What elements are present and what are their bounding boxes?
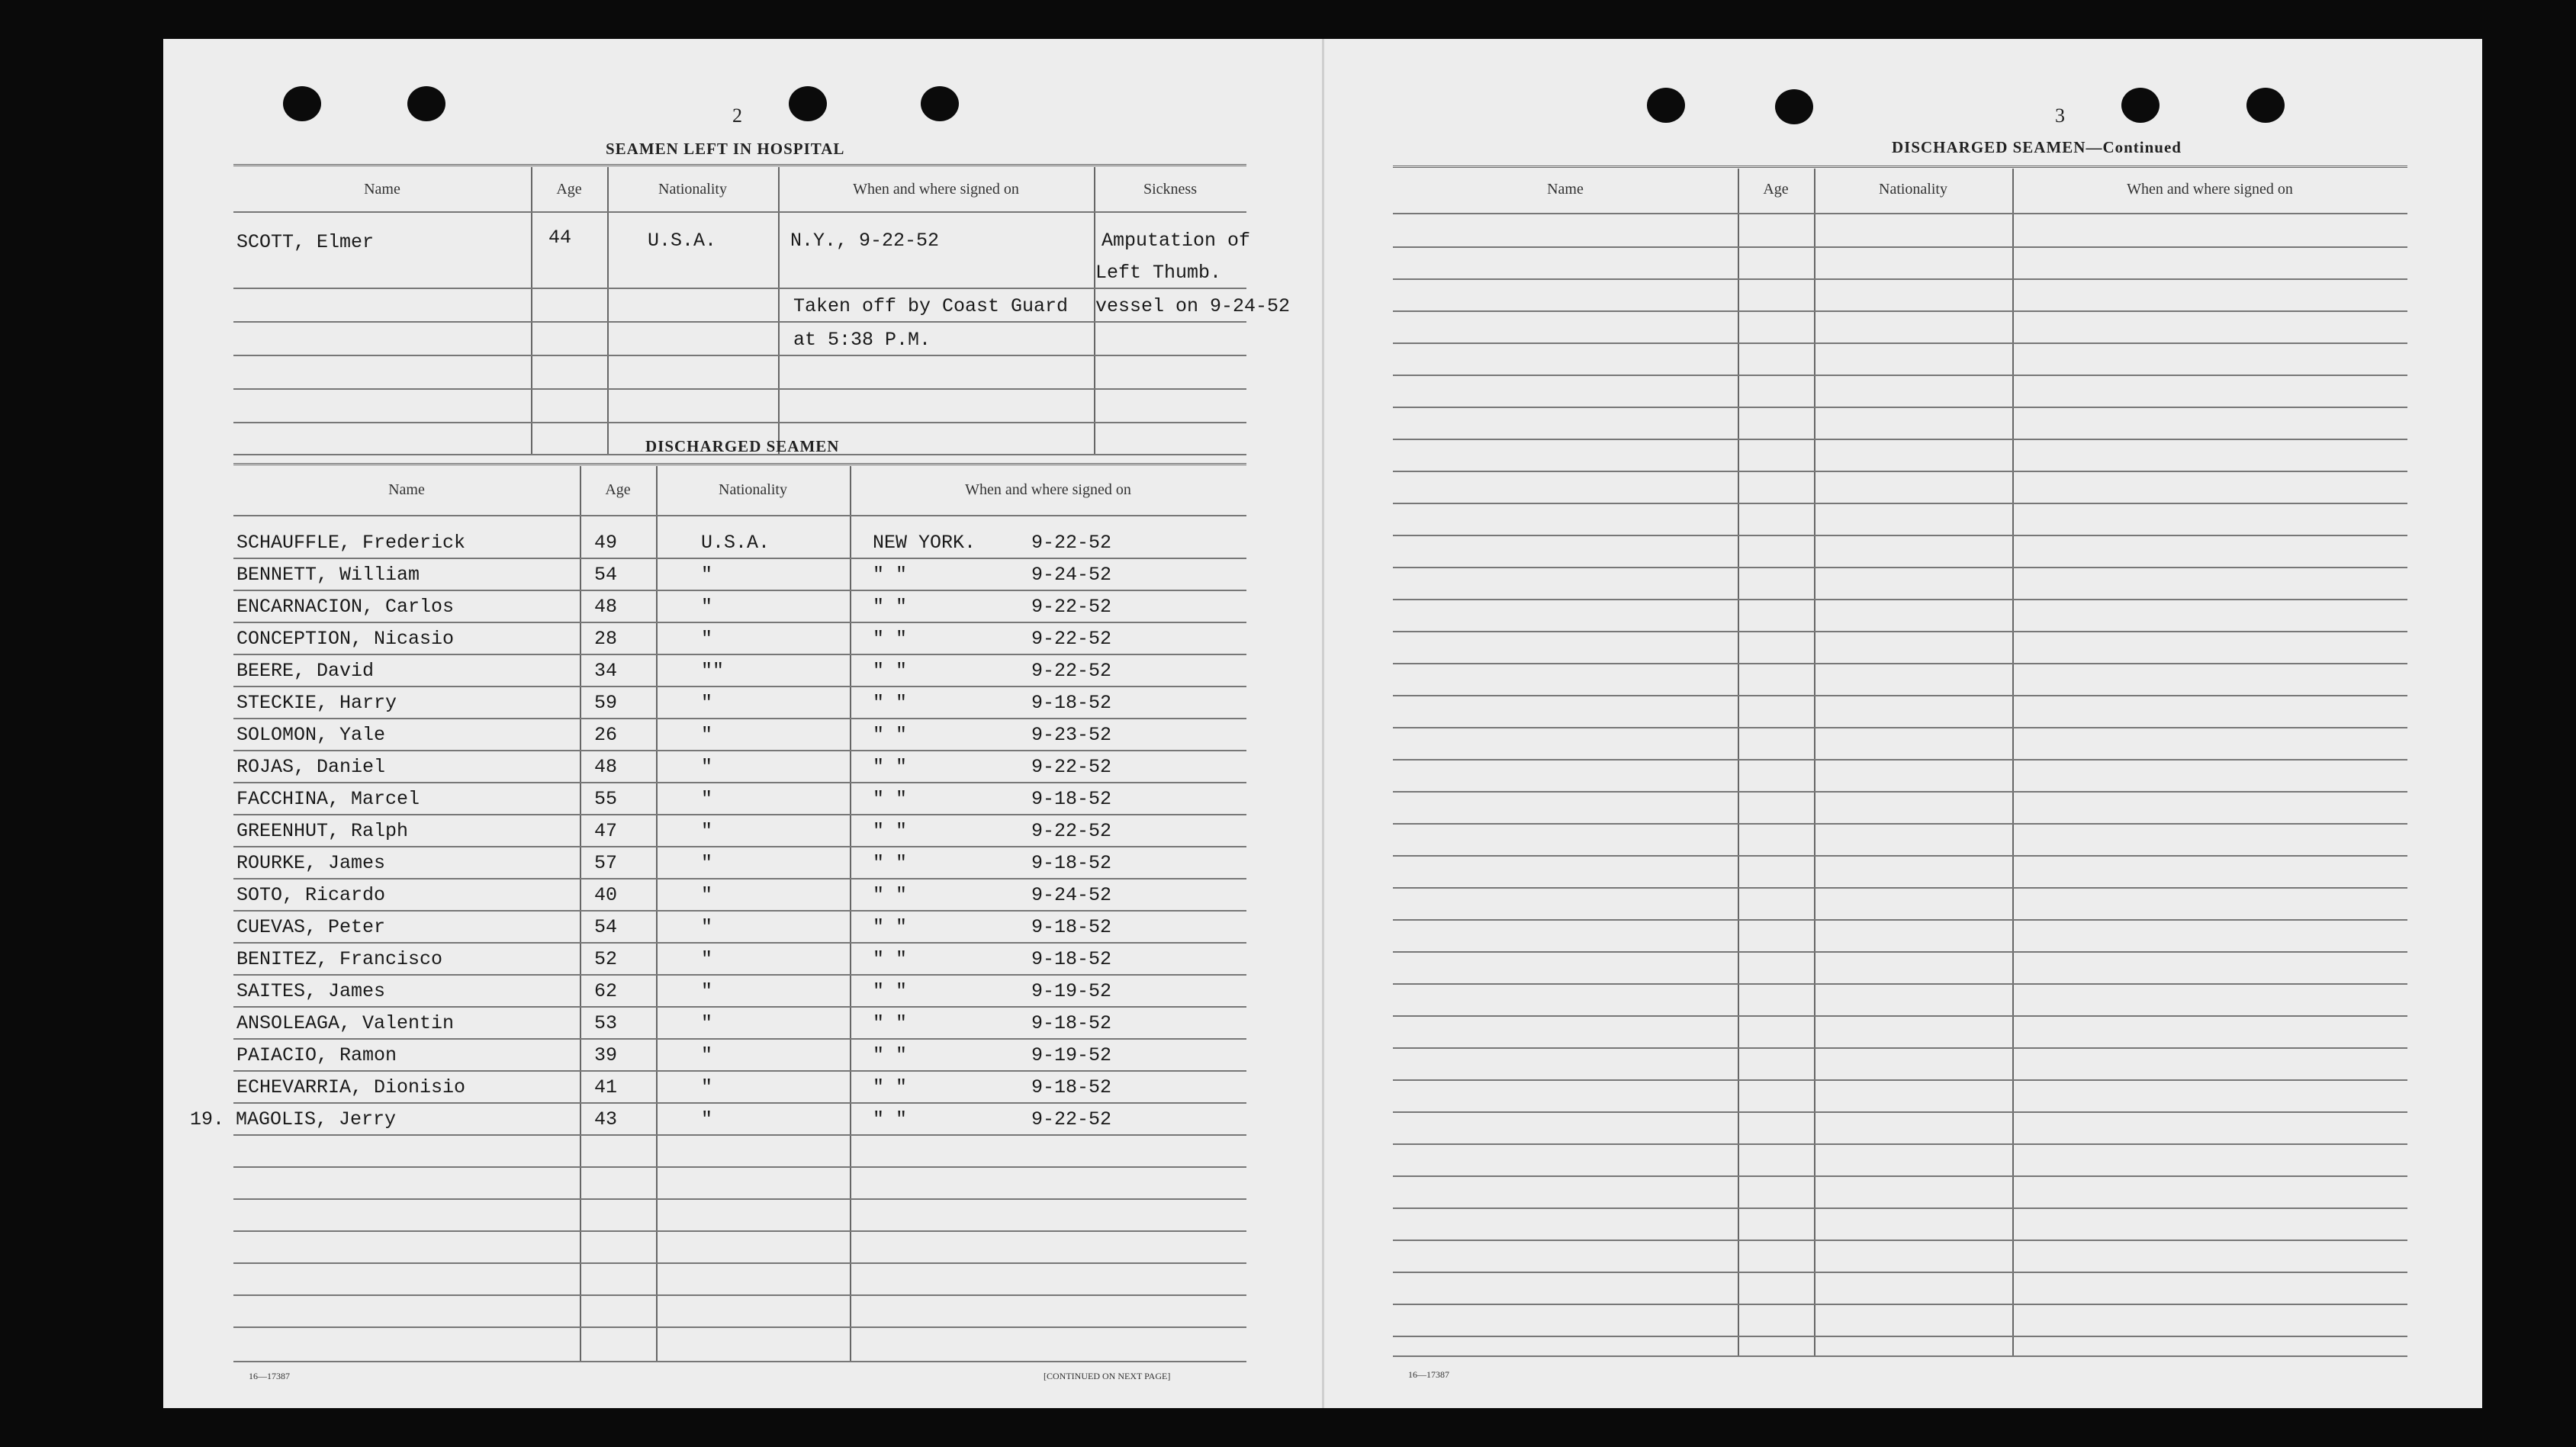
hospital-name: SCOTT, Elmer [236, 231, 375, 253]
seaman-nationality: " [701, 852, 713, 874]
left-page [163, 39, 1323, 1408]
table-row-rule [1393, 919, 2407, 921]
hospital-age: 44 [548, 227, 572, 249]
table-row-rule [1393, 1047, 2407, 1049]
seaman-name: ENCARNACION, Carlos [236, 596, 455, 618]
seaman-name: ROURKE, James [236, 852, 386, 874]
table-row-rule [1393, 567, 2407, 568]
seaman-nationality: " [701, 884, 713, 906]
seaman-signed-date: 9-22-52 [1031, 660, 1112, 682]
seaman-signed-date: 9-19-52 [1031, 1044, 1112, 1066]
discharged-top-rule [233, 463, 1246, 468]
seaman-age: 41 [594, 1076, 618, 1098]
seaman-name: BEERE, David [236, 660, 375, 682]
table-row-rule [233, 1102, 1246, 1104]
discharged-col-divider [656, 466, 658, 1362]
table-row-rule [1393, 246, 2407, 248]
hospital-header-age: Age [556, 181, 582, 198]
seaman-name: SCHAUFFLE, Frederick [236, 532, 466, 554]
table-row-rule [1393, 663, 2407, 664]
seaman-name: BENITEZ, Francisco [236, 948, 443, 970]
seaman-nationality: U.S.A. [701, 532, 770, 554]
seaman-name: FACCHINA, Marcel [236, 788, 420, 810]
right-col-divider [2012, 169, 2014, 1357]
seaman-nationality: " [701, 564, 713, 586]
seaman-age: 54 [594, 916, 618, 938]
seaman-age: 59 [594, 692, 618, 714]
seaman-signed-date: 9-18-52 [1031, 852, 1112, 874]
seaman-name: CUEVAS, Peter [236, 916, 386, 938]
table-row-rule [1393, 1240, 2407, 1241]
continued-note: [CONTINUED ON NEXT PAGE] [1044, 1371, 1171, 1381]
seaman-nationality: " [701, 596, 713, 618]
table-row-rule [233, 622, 1246, 623]
seaman-name: 19. MAGOLIS, Jerry [190, 1108, 397, 1130]
seaman-signed-date: 9-18-52 [1031, 948, 1112, 970]
discharged-bottom-rule [233, 1361, 1246, 1362]
table-row-rule [1393, 1143, 2407, 1145]
table-row-rule [233, 1294, 1246, 1296]
hospital-row-rule [233, 422, 1246, 423]
seaman-signed-place: " " [873, 1044, 908, 1066]
seaman-nationality: " [701, 1076, 713, 1098]
table-row-rule [233, 1166, 1246, 1168]
seaman-signed-place: " " [873, 788, 908, 810]
seaman-signed-place: " " [873, 1108, 908, 1130]
seaman-signed-date: 9-22-52 [1031, 756, 1112, 778]
seaman-signed-place: " " [873, 852, 908, 874]
seaman-age: 55 [594, 788, 618, 810]
table-row-rule [1393, 342, 2407, 344]
seaman-signed-place: " " [873, 628, 908, 650]
right-header-name: Name [1547, 181, 1584, 198]
seaman-age: 28 [594, 628, 618, 650]
discharged-header-age: Age [605, 481, 631, 498]
punch-hole-icon [1775, 89, 1813, 124]
table-row-rule [1393, 310, 2407, 312]
seaman-nationality: " [701, 1012, 713, 1034]
table-row-rule [233, 1230, 1246, 1232]
seaman-name: BENNETT, William [236, 564, 420, 586]
hospital-header-rule [233, 211, 1246, 213]
seaman-name: CONCEPTION, Nicasio [236, 628, 455, 650]
seaman-name: ANSOLEAGA, Valentin [236, 1012, 455, 1034]
seaman-age: 54 [594, 564, 618, 586]
seaman-age: 47 [594, 820, 618, 842]
seaman-nationality: " [701, 692, 713, 714]
seaman-nationality: " [701, 1108, 713, 1130]
seaman-age: 52 [594, 948, 618, 970]
table-row-rule [233, 942, 1246, 944]
table-row-rule [1393, 1304, 2407, 1305]
seaman-age: 43 [594, 1108, 618, 1130]
seaman-nationality: " [701, 948, 713, 970]
table-row-rule [1393, 407, 2407, 408]
table-row-rule [1393, 503, 2407, 504]
right-header-age: Age [1763, 181, 1789, 198]
seaman-nationality: " [701, 916, 713, 938]
seaman-age: 26 [594, 724, 618, 746]
seaman-signed-date: 9-19-52 [1031, 980, 1112, 1002]
table-row-rule [233, 878, 1246, 879]
hospital-section-title: SEAMEN LEFT IN HOSPITAL [606, 140, 845, 158]
seaman-signed-place: " " [873, 564, 908, 586]
hospital-row-rule [233, 355, 1246, 356]
hospital-header-nationality: Nationality [658, 181, 727, 198]
table-row-rule [1393, 1272, 2407, 1273]
seaman-signed-place: " " [873, 916, 908, 938]
seaman-signed-date: 9-18-52 [1031, 916, 1112, 938]
discharged-header-nationality: Nationality [719, 481, 787, 498]
table-row-rule [1393, 1207, 2407, 1209]
hospital-nationality: U.S.A. [648, 230, 717, 252]
hospital-row-rule [233, 388, 1246, 390]
seaman-signed-date: 9-18-52 [1031, 1012, 1112, 1034]
seaman-name: SOTO, Ricardo [236, 884, 386, 906]
seaman-signed-date: 9-24-52 [1031, 884, 1112, 906]
seaman-signed-place: " " [873, 948, 908, 970]
right-page [1323, 39, 2482, 1408]
table-row-rule [1393, 1336, 2407, 1337]
table-row-rule [1393, 727, 2407, 728]
right-top-rule [1393, 166, 2407, 171]
table-row-rule [233, 1198, 1246, 1200]
table-row-rule [233, 718, 1246, 719]
seaman-signed-date: 9-24-52 [1031, 564, 1112, 586]
seaman-signed-place: " " [873, 596, 908, 618]
discharged-col-divider [580, 466, 581, 1362]
hospital-sickness-line-2: Left Thumb. [1095, 262, 1222, 284]
table-row-rule [1393, 791, 2407, 793]
hospital-header-name: Name [364, 181, 400, 198]
table-row-rule [1393, 823, 2407, 825]
table-row-rule [1393, 1079, 2407, 1081]
seaman-age: 62 [594, 980, 618, 1002]
seaman-nationality: " [701, 820, 713, 842]
table-row-rule [1393, 983, 2407, 985]
seaman-name: STECKIE, Harry [236, 692, 397, 714]
seaman-signed-place: " " [873, 1012, 908, 1034]
seaman-name: SAITES, James [236, 980, 386, 1002]
hospital-header-sickness: Sickness [1143, 181, 1197, 198]
seaman-signed-date: 9-18-52 [1031, 1076, 1112, 1098]
seaman-name: ECHEVARRIA, Dionisio [236, 1076, 466, 1098]
table-row-rule [233, 686, 1246, 687]
table-row-rule [233, 1070, 1246, 1072]
seaman-age: 34 [594, 660, 618, 682]
seaman-age: 48 [594, 596, 618, 618]
hospital-note-line-3: at 5:38 P.M. [793, 329, 931, 351]
discharged-header-signed: When and where signed on [965, 481, 1131, 498]
hospital-signed: N.Y., 9-22-52 [790, 230, 940, 252]
seaman-name: SOLOMON, Yale [236, 724, 386, 746]
table-row-rule [1393, 759, 2407, 760]
right-header-nationality: Nationality [1879, 181, 1947, 198]
table-row-rule [233, 1262, 1246, 1264]
hospital-col-divider [778, 167, 780, 455]
seaman-signed-date: 9-18-52 [1031, 692, 1112, 714]
punch-hole-icon [2121, 88, 2160, 123]
table-row-rule [233, 846, 1246, 847]
seaman-signed-date: 9-22-52 [1031, 820, 1112, 842]
seaman-signed-place: " " [873, 1076, 908, 1098]
right-header-rule [1393, 213, 2407, 214]
seaman-signed-place: " " [873, 660, 908, 682]
table-row-rule [1393, 695, 2407, 696]
table-row-rule [233, 1326, 1246, 1328]
table-row-rule [1393, 887, 2407, 889]
seaman-signed-date: 9-18-52 [1031, 788, 1112, 810]
punch-hole-icon [2246, 88, 2285, 123]
seaman-nationality: " [701, 628, 713, 650]
table-row-rule [1393, 1015, 2407, 1017]
seaman-signed-date: 9-22-52 [1031, 628, 1112, 650]
seaman-age: 39 [594, 1044, 618, 1066]
page-number: 3 [2055, 105, 2065, 127]
table-row-rule [233, 910, 1246, 912]
table-row-rule [1393, 1111, 2407, 1113]
seaman-signed-place: " " [873, 980, 908, 1002]
seaman-signed-place: " " [873, 692, 908, 714]
seaman-signed-date: 9-22-52 [1031, 596, 1112, 618]
seaman-signed-date: 9-23-52 [1031, 724, 1112, 746]
seaman-signed-date: 9-22-52 [1031, 532, 1112, 554]
seaman-nationality: " [701, 756, 713, 778]
table-row-rule [233, 654, 1246, 655]
seaman-nationality: " [701, 980, 713, 1002]
right-bottom-rule [1393, 1355, 2407, 1357]
table-row-rule [1393, 439, 2407, 440]
table-row-rule [1393, 599, 2407, 600]
seaman-signed-place: " " [873, 820, 908, 842]
discharged-header-name: Name [388, 481, 425, 498]
seaman-nationality: " [701, 724, 713, 746]
table-row-rule [1393, 631, 2407, 632]
seaman-nationality: " [701, 1044, 713, 1066]
table-row-rule [1393, 471, 2407, 472]
seaman-age: 40 [594, 884, 618, 906]
seaman-signed-place: NEW YORK. [873, 532, 976, 554]
hospital-note-line-1: Taken off by Coast Guard [793, 295, 1069, 317]
punch-hole-icon [407, 86, 445, 121]
table-row-rule [233, 814, 1246, 815]
seaman-age: 49 [594, 532, 618, 554]
hospital-note-line-2: vessel on 9-24-52 [1095, 295, 1291, 317]
right-header-signed: When and where signed on [2127, 181, 2293, 198]
table-row-rule [1393, 855, 2407, 857]
seaman-age: 53 [594, 1012, 618, 1034]
document-sheet [163, 39, 2482, 1408]
table-row-rule [233, 1134, 1246, 1136]
punch-hole-icon [283, 86, 321, 121]
seaman-age: 57 [594, 852, 618, 874]
seaman-signed-place: " " [873, 756, 908, 778]
table-row-rule [233, 590, 1246, 591]
hospital-col-divider [531, 167, 532, 455]
punch-hole-icon [1647, 88, 1685, 123]
discharged-header-rule [233, 515, 1246, 516]
punch-hole-icon [921, 86, 959, 121]
discharged-section-title: DISCHARGED SEAMEN [645, 437, 840, 455]
table-row-rule [233, 1038, 1246, 1040]
hospital-row-rule [233, 288, 1246, 289]
form-number: 16—17387 [1408, 1369, 1449, 1380]
form-number: 16—17387 [249, 1371, 290, 1381]
table-row-rule [1393, 951, 2407, 953]
seaman-age: 48 [594, 756, 618, 778]
right-col-divider [1738, 169, 1739, 1357]
seaman-signed-date: 9-22-52 [1031, 1108, 1112, 1130]
hospital-sickness-line-1: Amputation of [1101, 230, 1251, 252]
right-section-title: DISCHARGED SEAMEN—Continued [1892, 138, 2182, 156]
seaman-name: PAIACIO, Ramon [236, 1044, 397, 1066]
table-row-rule [1393, 535, 2407, 536]
seaman-nationality: " [701, 788, 713, 810]
hospital-row-rule [233, 321, 1246, 323]
table-row-rule [233, 750, 1246, 751]
seaman-signed-place: " " [873, 724, 908, 746]
table-row-rule [233, 974, 1246, 976]
seaman-name: GREENHUT, Ralph [236, 820, 409, 842]
discharged-col-divider [850, 466, 851, 1362]
hospital-header-signed: When and where signed on [853, 181, 1019, 198]
table-row-rule [233, 1006, 1246, 1008]
seaman-name: ROJAS, Daniel [236, 756, 386, 778]
table-row-rule [1393, 1175, 2407, 1177]
table-row-rule [1393, 278, 2407, 280]
hospital-col-divider [607, 167, 609, 455]
seaman-signed-place: " " [873, 884, 908, 906]
table-row-rule [233, 558, 1246, 559]
seaman-nationality: "" [701, 660, 725, 682]
table-row-rule [1393, 375, 2407, 376]
right-col-divider [1814, 169, 1815, 1357]
table-row-rule [233, 782, 1246, 783]
page-number: 2 [732, 105, 742, 127]
punch-hole-icon [789, 86, 827, 121]
